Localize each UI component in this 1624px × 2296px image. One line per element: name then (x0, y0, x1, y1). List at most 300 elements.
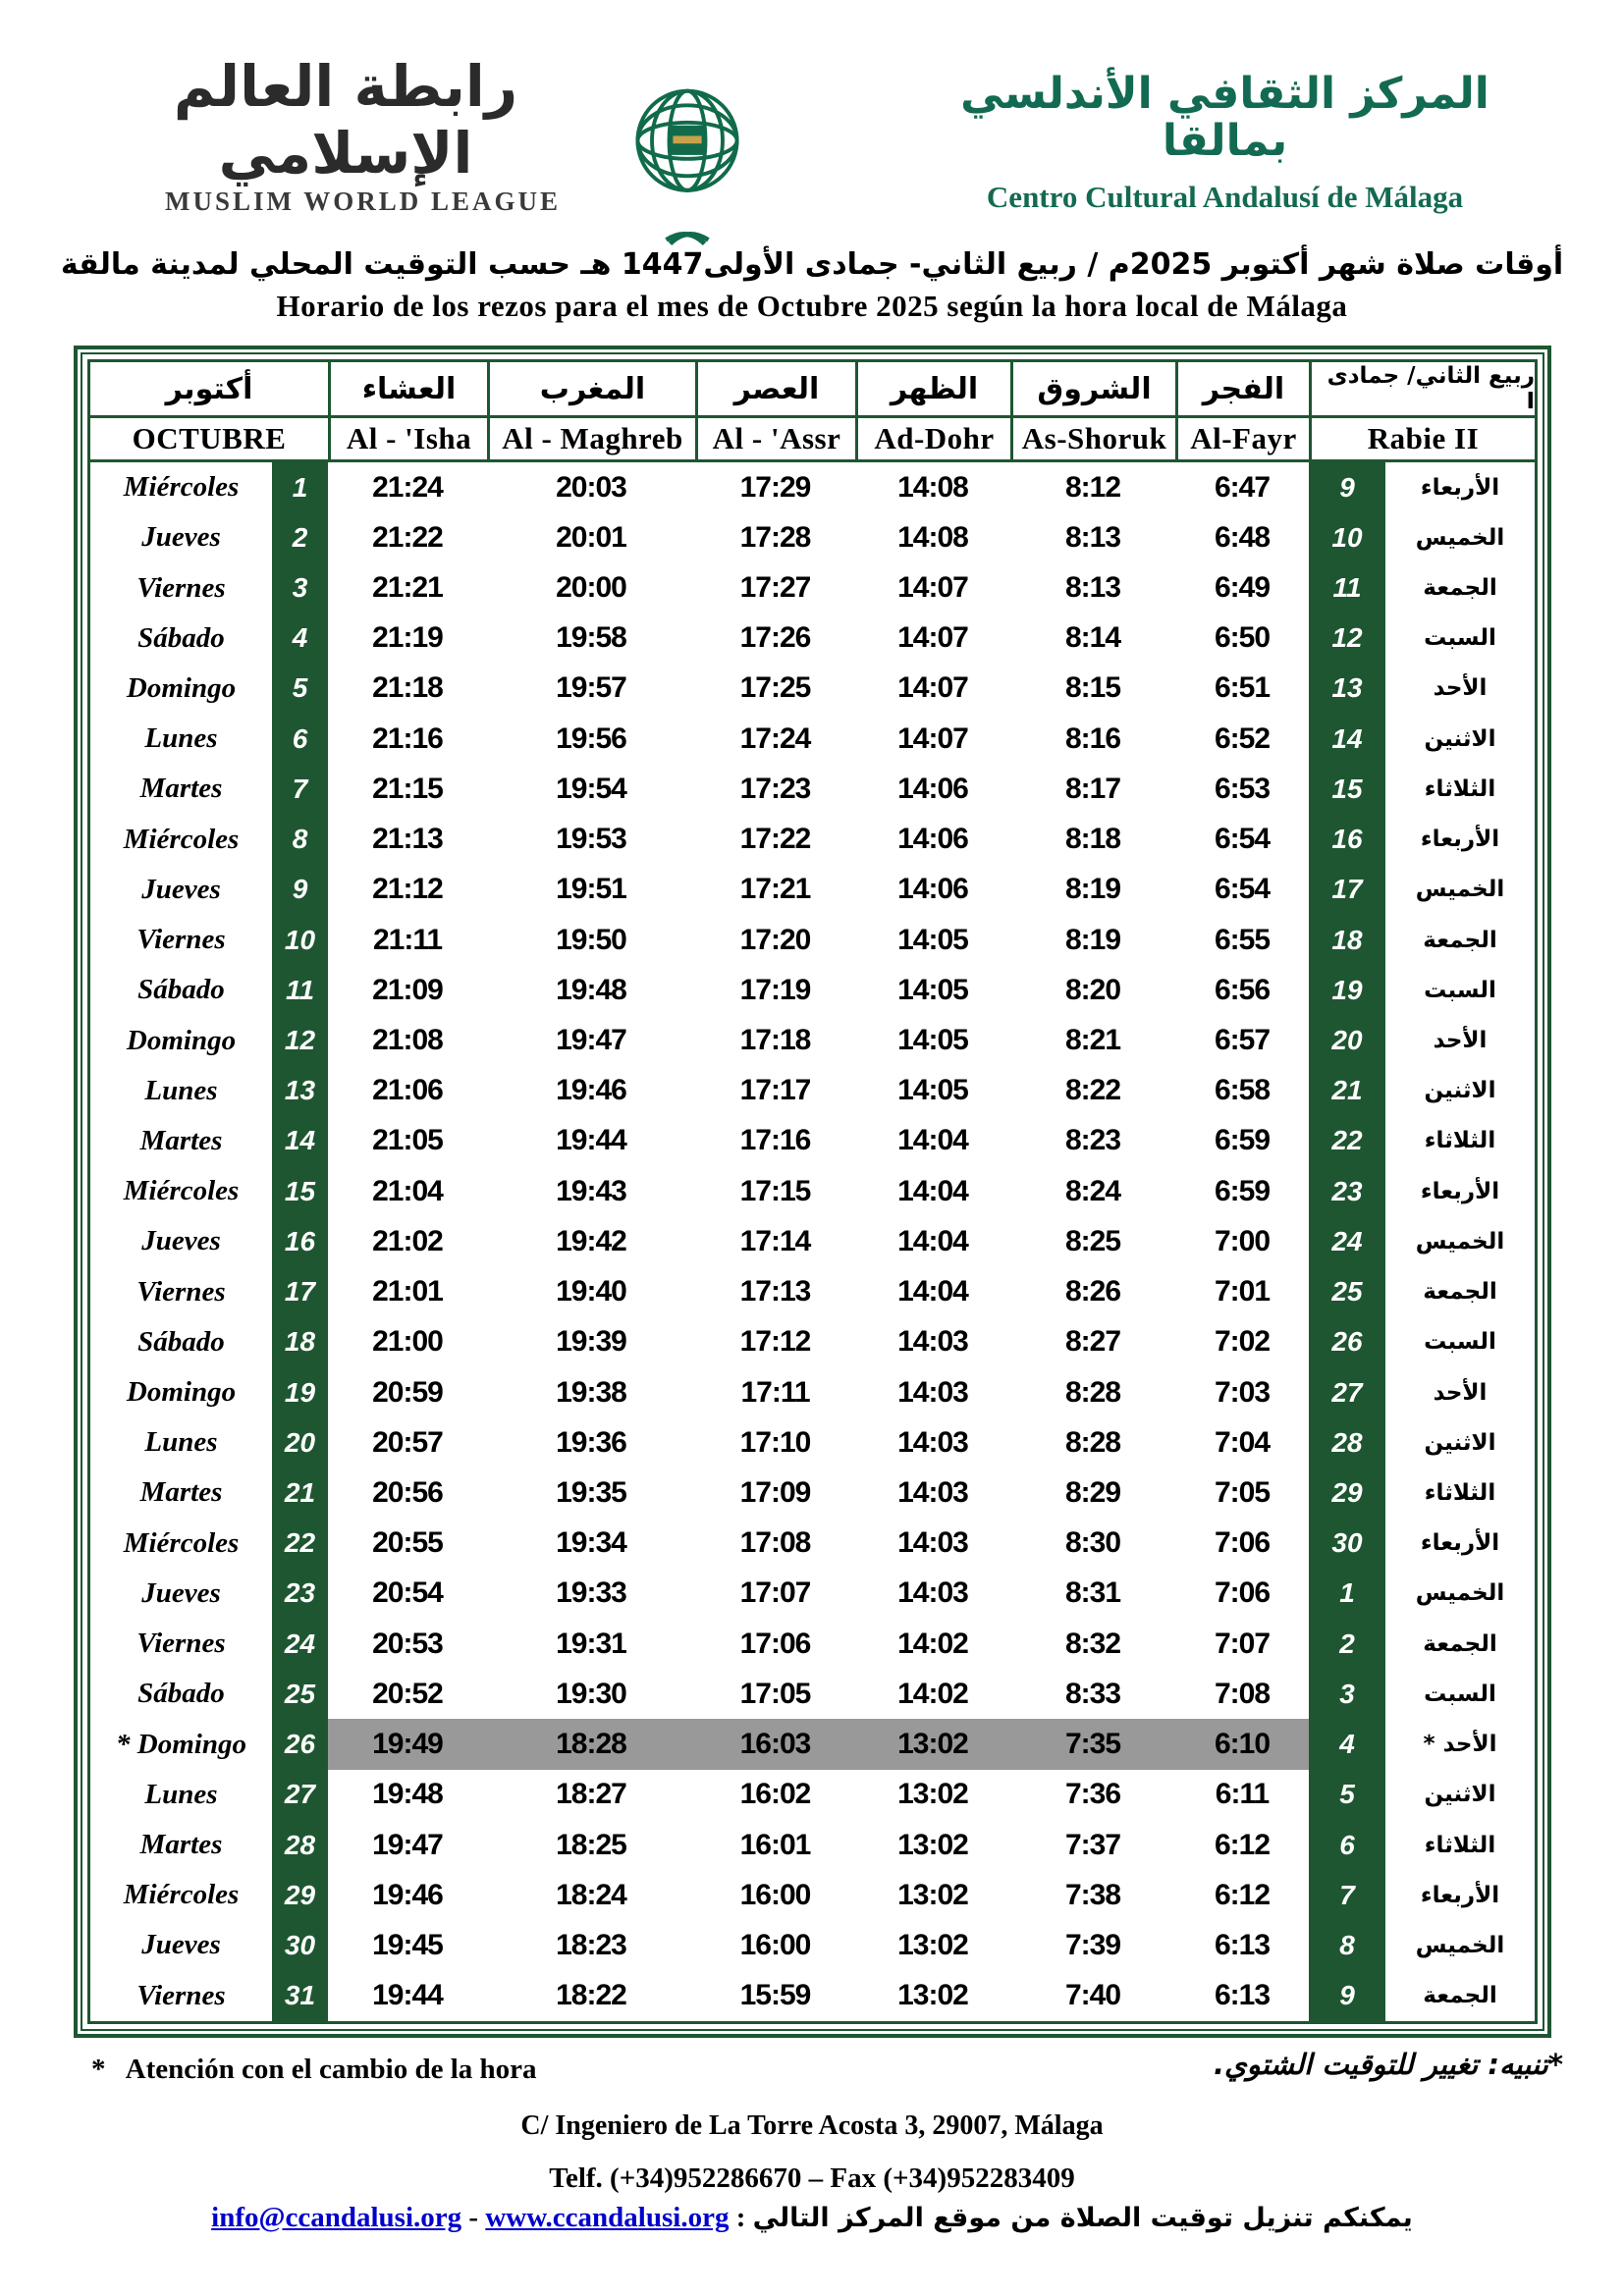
dohr-time-cell: 14:03 (897, 1576, 968, 1610)
isha-time-cell: 21:12 (372, 873, 443, 906)
spanish-day-name-cell: Martes (139, 1829, 223, 1861)
gregorian-day-number-cell: 21 (272, 1468, 328, 1518)
shoruk-time-cell: 8:33 (1064, 1677, 1121, 1710)
gregorian-day-number-cell: 27 (272, 1770, 328, 1820)
header-hijri-month-arabic: ربيع الثاني/ جمادى I (1309, 362, 1535, 415)
spanish-day-name-cell: Domingo (126, 1376, 237, 1409)
arabic-day-name-cell: الأربعاء (1420, 827, 1500, 853)
maghreb-time-cell: 19:56 (556, 721, 626, 755)
header-assr-latin: Al - 'Assr (695, 418, 855, 459)
spanish-day-name-cell: Jueves (141, 1929, 221, 1961)
hijri-day-number-cell: 13 (1309, 664, 1385, 714)
hijri-day-number-cell: 25 (1309, 1267, 1385, 1317)
assr-time-cell: 17:28 (739, 520, 811, 554)
isha-time-cell: 20:53 (372, 1627, 443, 1660)
gregorian-day-number-cell: 2 (272, 512, 328, 562)
gregorian-day-number-cell: 18 (272, 1317, 328, 1367)
dohr-time-cell: 14:07 (897, 621, 968, 655)
muslim-world-league-logo (165, 53, 562, 217)
hijri-day-number-cell: 2 (1309, 1619, 1385, 1669)
hijri-day-number-cell: 11 (1309, 562, 1385, 613)
shoruk-time-cell: 8:16 (1064, 721, 1121, 755)
arabic-day-name-cell: الاثنين (1424, 1078, 1496, 1104)
table-row (90, 1519, 1535, 1569)
table-row (90, 512, 1535, 562)
shoruk-time-cell: 8:32 (1064, 1627, 1121, 1660)
maghreb-time-cell: 19:42 (556, 1224, 626, 1257)
arabic-day-name-cell: الجمعة (1423, 927, 1497, 953)
arabic-day-name-cell: الجمعة (1423, 1279, 1497, 1306)
spanish-day-name-cell: Miércoles (123, 1879, 240, 1911)
hijri-day-number-cell: 22 (1309, 1116, 1385, 1166)
maghreb-time-cell: 19:40 (556, 1275, 626, 1308)
fajr-time-cell: 7:04 (1214, 1425, 1271, 1459)
arabic-day-name-cell: الجمعة (1423, 1983, 1497, 2009)
email-link[interactable]: info@ccandalusi.org (211, 2202, 462, 2233)
arabic-day-name-cell: الأحد (1433, 1379, 1488, 1406)
maghreb-time-cell: 19:30 (556, 1677, 626, 1710)
maghreb-time-cell: 19:38 (556, 1375, 626, 1409)
gregorian-day-number-cell: 29 (272, 1870, 328, 1920)
isha-time-cell: 21:06 (372, 1074, 443, 1107)
shoruk-time-cell: 8:15 (1064, 671, 1121, 705)
hijri-day-number-cell: 21 (1309, 1066, 1385, 1116)
assr-time-cell: 17:24 (739, 721, 811, 755)
arabic-day-name-cell: الثلاثاء (1424, 775, 1496, 802)
hijri-day-number-cell: 17 (1309, 865, 1385, 915)
dohr-time-cell: 14:06 (897, 772, 968, 805)
gregorian-day-number-cell: 10 (272, 915, 328, 965)
hijri-day-number-cell: 9 (1309, 1971, 1385, 2021)
maghreb-time-cell: 19:36 (556, 1425, 626, 1459)
arabic-day-name-cell: الاثنين (1424, 725, 1496, 752)
arabic-day-name-cell: الاثنين (1424, 1429, 1496, 1456)
isha-time-cell: 19:48 (372, 1778, 443, 1811)
table-row (90, 1417, 1535, 1468)
arabic-day-name-cell: السبت (1424, 977, 1496, 1003)
hijri-day-number-cell: 7 (1309, 1870, 1385, 1920)
hijri-day-number-cell: 14 (1309, 714, 1385, 764)
table-row (90, 1267, 1535, 1317)
gregorian-day-number-cell: 3 (272, 562, 328, 613)
isha-time-cell: 19:47 (372, 1828, 443, 1861)
table-row (90, 1619, 1535, 1669)
isha-time-cell: 21:15 (372, 772, 443, 805)
shoruk-time-cell: 8:24 (1064, 1174, 1121, 1207)
assr-time-cell: 17:18 (739, 1024, 811, 1057)
hijri-day-number-cell: 30 (1309, 1519, 1385, 1569)
isha-time-cell: 19:49 (328, 1719, 487, 1769)
table-row (90, 1066, 1535, 1116)
fajr-time-cell: 6:55 (1214, 923, 1271, 956)
dohr-time-cell: 14:02 (897, 1677, 968, 1710)
table-row (90, 1468, 1535, 1518)
spanish-day-name-cell: Domingo (126, 1024, 237, 1056)
header-shoruk-arabic: الشروق (1010, 362, 1175, 415)
shoruk-time-cell: 7:36 (1064, 1778, 1121, 1811)
header-maghreb-latin: Al - Maghreb (487, 418, 695, 459)
shoruk-time-cell: 8:12 (1064, 470, 1121, 504)
maghreb-time-cell: 19:46 (556, 1074, 626, 1107)
gregorian-day-number-cell: 26 (272, 1719, 328, 1769)
fajr-time-cell: 6:47 (1214, 470, 1271, 504)
maghreb-time-cell: 19:54 (556, 772, 626, 805)
dohr-time-cell: 14:07 (897, 721, 968, 755)
assr-time-cell: 15:59 (739, 1979, 811, 2012)
table-row (90, 1216, 1535, 1266)
isha-time-cell: 21:00 (372, 1325, 443, 1359)
arabic-day-name-cell: الأربعاء (1420, 474, 1500, 501)
fajr-time-cell: 7:01 (1214, 1275, 1271, 1308)
gregorian-day-number-cell: 5 (272, 664, 328, 714)
dohr-time-cell: 13:02 (897, 1878, 968, 1911)
table-row (90, 1820, 1535, 1870)
maghreb-time-cell: 19:35 (556, 1475, 626, 1509)
phone-fax-line: Telf. (+34)952286670 – Fax (+34)952283409 (549, 2163, 1075, 2194)
gregorian-day-number-cell: 16 (272, 1216, 328, 1266)
arabic-day-name-cell: السبت (1424, 625, 1496, 652)
dohr-time-cell: 14:04 (897, 1174, 968, 1207)
spanish-day-name-cell: Lunes (144, 722, 218, 755)
fajr-time-cell: 7:07 (1214, 1627, 1271, 1660)
shoruk-time-cell: 7:40 (1064, 1979, 1121, 2012)
header-fajr-latin: Al-Fayr (1175, 418, 1309, 459)
isha-time-cell: 21:22 (372, 520, 443, 554)
fajr-time-cell: 6:13 (1214, 1928, 1271, 1961)
table-row (90, 1971, 1535, 2021)
fajr-time-cell: 6:11 (1215, 1778, 1270, 1811)
assr-time-cell: 17:12 (739, 1325, 811, 1359)
table-row (90, 1367, 1535, 1417)
isha-time-cell: 21:02 (372, 1224, 443, 1257)
assr-time-cell: 17:20 (739, 923, 811, 956)
hijri-day-number-cell: 26 (1309, 1317, 1385, 1367)
assr-time-cell: 16:03 (695, 1719, 855, 1769)
assr-time-cell: 17:23 (739, 772, 811, 805)
arabic-day-name-cell: الخميس (1415, 877, 1505, 903)
arabic-day-name-cell: الثلاثاء (1424, 1832, 1496, 1858)
fajr-time-cell: 6:12 (1214, 1878, 1271, 1911)
gregorian-day-number-cell: 17 (272, 1267, 328, 1317)
link-separator: - (468, 2202, 479, 2233)
assr-time-cell: 17:14 (739, 1224, 811, 1257)
table-row (90, 965, 1535, 1015)
hijri-day-number-cell: 4 (1309, 1719, 1385, 1769)
isha-time-cell: 21:19 (372, 621, 443, 655)
table-row (90, 915, 1535, 965)
fajr-time-cell: 7:08 (1214, 1677, 1271, 1710)
dohr-time-cell: 14:06 (897, 873, 968, 906)
dohr-time-cell: 14:08 (897, 520, 968, 554)
dohr-time-cell: 14:04 (897, 1275, 968, 1308)
spanish-day-name-cell: Sábado (137, 974, 225, 1006)
isha-time-cell: 19:44 (372, 1979, 443, 2012)
gregorian-day-number-cell: 1 (272, 462, 328, 512)
header-month-arabic: أكتوبر (165, 371, 253, 406)
assr-time-cell: 17:27 (739, 571, 811, 605)
table-row (90, 1116, 1535, 1166)
gregorian-day-number-cell: 9 (272, 865, 328, 915)
spanish-day-name-cell: Martes (139, 1476, 223, 1509)
fajr-time-cell: 6:57 (1214, 1024, 1271, 1057)
shoruk-time-cell: 8:31 (1064, 1576, 1121, 1610)
spanish-day-name-cell: Lunes (144, 1074, 218, 1106)
fajr-time-cell: 7:03 (1214, 1375, 1271, 1409)
dohr-time-cell: 14:03 (897, 1526, 968, 1560)
fajr-time-cell: 6:52 (1214, 721, 1271, 755)
spanish-day-name-cell: Sábado (137, 1678, 225, 1710)
isha-time-cell: 21:05 (372, 1124, 443, 1157)
table-body (90, 462, 1535, 2021)
assr-time-cell: 17:09 (739, 1475, 811, 1509)
dohr-time-cell: 13:02 (897, 1928, 968, 1961)
fajr-time-cell: 7:06 (1214, 1526, 1271, 1560)
fajr-time-cell: 7:00 (1214, 1224, 1271, 1257)
assr-time-cell: 17:17 (739, 1074, 811, 1107)
shoruk-time-cell: 7:38 (1064, 1878, 1121, 1911)
assr-time-cell: 17:19 (739, 973, 811, 1006)
spanish-day-name-cell: Viernes (136, 1275, 226, 1308)
hijri-day-number-cell: 8 (1309, 1920, 1385, 1970)
arabic-day-name-cell: الأربعاء (1420, 1178, 1500, 1204)
shoruk-time-cell: 8:29 (1064, 1475, 1121, 1509)
isha-time-cell: 21:21 (372, 571, 443, 605)
spanish-day-name-cell: Jueves (141, 1576, 221, 1609)
table-row (90, 462, 1535, 512)
fajr-time-cell: 6:53 (1214, 772, 1271, 805)
fajr-time-cell: 6:58 (1214, 1074, 1271, 1107)
maghreb-time-cell: 18:23 (556, 1928, 626, 1961)
maghreb-time-cell: 19:51 (556, 873, 626, 906)
spanish-day-name-cell: Viernes (136, 571, 226, 604)
assr-time-cell: 16:02 (739, 1778, 811, 1811)
address-line: C/ Ingeniero de La Torre Acosta 3, 29007, Málaga (520, 2110, 1104, 2141)
spanish-day-name-cell: Jueves (141, 521, 221, 554)
spanish-day-name-cell: Miércoles (123, 1526, 240, 1559)
hijri-day-number-cell: 5 (1309, 1770, 1385, 1820)
assr-time-cell: 17:15 (739, 1174, 811, 1207)
isha-time-cell: 19:46 (372, 1878, 443, 1911)
arabic-day-name-cell: الخميس (1415, 1932, 1505, 1958)
assr-time-cell: 17:06 (739, 1627, 811, 1660)
cultural-center-title (908, 71, 1542, 215)
dohr-time-cell: 14:07 (897, 571, 968, 605)
arabic-day-name-cell: الأحد (1433, 675, 1488, 702)
table-row (90, 764, 1535, 814)
assr-time-cell: 17:16 (739, 1124, 811, 1157)
fajr-time-cell: 6:59 (1214, 1174, 1271, 1207)
arabic-day-name-cell: الأربعاء (1420, 1882, 1500, 1908)
document-title-spanish: Horario de los rezos para el mes de Octubre 2025 según la hora local de Málaga (276, 289, 1348, 323)
arabic-day-name-cell: السبت (1424, 1329, 1496, 1356)
fajr-time-cell: 6:49 (1214, 571, 1271, 605)
dohr-time-cell: 14:03 (897, 1425, 968, 1459)
prayer-times-table (74, 346, 1551, 2038)
spanish-day-name-cell: Viernes (136, 1979, 226, 2011)
spanish-day-name-cell: * Domingo (116, 1728, 246, 1760)
gregorian-day-number-cell: 7 (272, 764, 328, 814)
gregorian-day-number-cell: 4 (272, 614, 328, 664)
gregorian-day-number-cell: 31 (272, 1971, 328, 2021)
table-row (90, 714, 1535, 764)
assr-time-cell: 16:01 (739, 1828, 811, 1861)
assr-time-cell: 17:07 (739, 1576, 811, 1610)
isha-time-cell: 21:09 (372, 973, 443, 1006)
arabic-day-name-cell: الأحد (1433, 1028, 1488, 1054)
spanish-day-name-cell: Sábado (137, 1325, 225, 1358)
gregorian-day-number-cell: 20 (272, 1417, 328, 1468)
isha-time-cell: 20:52 (372, 1677, 443, 1710)
maghreb-time-cell: 19:39 (556, 1325, 626, 1359)
website-link[interactable]: www.ccandalusi.org (485, 2202, 730, 2233)
assr-time-cell: 17:29 (739, 470, 811, 504)
dohr-time-cell: 14:05 (897, 973, 968, 1006)
isha-time-cell: 21:18 (372, 671, 443, 705)
gregorian-day-number-cell: 25 (272, 1669, 328, 1719)
spanish-day-name-cell: Martes (139, 773, 223, 805)
header-isha-arabic: العشاء (328, 362, 487, 415)
download-note-arabic: يمكنكم تنزيل توقيت الصلاة من موقع المركز التالي (752, 2203, 1413, 2233)
shoruk-time-cell: 8:20 (1064, 973, 1121, 1006)
dohr-time-cell: 14:08 (897, 470, 968, 504)
maghreb-time-cell: 19:44 (556, 1124, 626, 1157)
spanish-day-name-cell: Viernes (136, 924, 226, 956)
fajr-time-cell: 6:50 (1214, 621, 1271, 655)
arabic-day-name-cell: الأحد * (1423, 1732, 1497, 1758)
shoruk-time-cell: 8:19 (1064, 873, 1121, 906)
spanish-day-name-cell: Viernes (136, 1628, 226, 1660)
maghreb-time-cell: 19:33 (556, 1576, 626, 1610)
header-fajr-arabic: الفجر (1175, 362, 1309, 415)
globe-wreath-emblem-icon (574, 47, 800, 255)
assr-time-cell: 17:26 (739, 621, 811, 655)
fajr-time-cell: 6:56 (1214, 973, 1271, 1006)
dohr-time-cell: 14:05 (897, 1024, 968, 1057)
isha-time-cell: 21:24 (372, 470, 443, 504)
table-row (90, 865, 1535, 915)
gregorian-day-number-cell: 24 (272, 1619, 328, 1669)
fajr-time-cell: 6:51 (1214, 671, 1271, 705)
gregorian-day-number-cell: 13 (272, 1066, 328, 1116)
links-colon: : (735, 2202, 746, 2233)
hijri-day-number-cell: 27 (1309, 1367, 1385, 1417)
fajr-time-cell: 6:10 (1175, 1719, 1309, 1769)
dohr-time-cell: 13:02 (855, 1719, 1010, 1769)
isha-time-cell: 21:11 (372, 923, 443, 956)
spanish-day-name-cell: Martes (139, 1124, 223, 1156)
table-row (90, 614, 1535, 664)
gregorian-day-number-cell: 23 (272, 1569, 328, 1619)
shoruk-time-cell: 8:13 (1064, 571, 1121, 605)
header-dohr-arabic: الظهر (855, 362, 1010, 415)
hijri-day-number-cell: 15 (1309, 764, 1385, 814)
assr-time-cell: 17:25 (739, 671, 811, 705)
shoruk-time-cell: 7:39 (1064, 1928, 1121, 1961)
mwl-calligraphy-icon: رابطة العالم الإسلامي (173, 53, 518, 187)
dohr-time-cell: 14:07 (897, 671, 968, 705)
assr-time-cell: 17:05 (739, 1677, 811, 1710)
shoruk-time-cell: 8:13 (1064, 520, 1121, 554)
dohr-time-cell: 14:04 (897, 1224, 968, 1257)
dohr-time-cell: 13:02 (897, 1778, 968, 1811)
isha-time-cell: 20:59 (372, 1375, 443, 1409)
arabic-day-name-cell: السبت (1424, 1681, 1496, 1707)
fajr-time-cell: 6:54 (1214, 873, 1271, 906)
shoruk-time-cell: 8:18 (1064, 823, 1121, 856)
dohr-time-cell: 13:02 (897, 1979, 968, 2012)
header-dohr-latin: Ad-Dohr (855, 418, 1010, 459)
isha-time-cell: 21:13 (372, 823, 443, 856)
shoruk-time-cell: 8:26 (1064, 1275, 1121, 1308)
dohr-time-cell: 14:04 (897, 1124, 968, 1157)
table-header-arabic (90, 362, 1535, 418)
maghreb-time-cell: 20:00 (556, 571, 626, 605)
arabic-day-name-cell: الاثنين (1424, 1782, 1496, 1808)
document-title-arabic: أوقات صلاة شهر أكتوبر 2025م / ربيع الثاني- جمادى الأولى1447 هـ حسب التوقيت المحلي لمدينة مالقة (60, 247, 1564, 282)
dohr-time-cell: 14:03 (897, 1325, 968, 1359)
maghreb-time-cell: 18:25 (556, 1828, 626, 1861)
table-header-latin (90, 418, 1535, 462)
hijri-day-number-cell: 9 (1309, 462, 1385, 512)
center-name-arabic: المركز الثقافي الأندلسي بمالقا (960, 69, 1489, 167)
maghreb-time-cell: 19:57 (556, 671, 626, 705)
table-row (90, 1719, 1535, 1769)
gregorian-day-number-cell: 30 (272, 1920, 328, 1970)
assr-time-cell: 17:21 (739, 873, 811, 906)
table-row (90, 1015, 1535, 1065)
spanish-day-name-cell: Jueves (141, 873, 221, 905)
maghreb-time-cell: 19:43 (556, 1174, 626, 1207)
fajr-time-cell: 6:48 (1214, 520, 1271, 554)
isha-time-cell: 20:56 (372, 1475, 443, 1509)
hijri-day-number-cell: 6 (1309, 1820, 1385, 1870)
isha-time-cell: 21:04 (372, 1174, 443, 1207)
hijri-day-number-cell: 1 (1309, 1569, 1385, 1619)
spanish-day-name-cell: Lunes (144, 1426, 218, 1459)
hijri-day-number-cell: 12 (1309, 614, 1385, 664)
header-maghreb-arabic: المغرب (487, 362, 695, 415)
shoruk-time-cell: 8:22 (1064, 1074, 1121, 1107)
shoruk-time-cell: 8:25 (1064, 1224, 1121, 1257)
hijri-day-number-cell: 10 (1309, 512, 1385, 562)
fajr-time-cell: 7:06 (1214, 1576, 1271, 1610)
hijri-day-number-cell: 20 (1309, 1015, 1385, 1065)
shoruk-time-cell: 8:14 (1064, 621, 1121, 655)
links-line (0, 2202, 1624, 2234)
dohr-time-cell: 14:02 (897, 1627, 968, 1660)
time-change-note-spanish: * Atención con el cambio de la hora (91, 2054, 537, 2085)
arabic-day-name-cell: الجمعة (1423, 575, 1497, 602)
assr-time-cell: 17:11 (740, 1375, 810, 1409)
header-assr-arabic: العصر (695, 362, 855, 415)
maghreb-time-cell: 19:48 (556, 973, 626, 1006)
fajr-time-cell: 7:05 (1214, 1475, 1271, 1509)
gregorian-day-number-cell: 14 (272, 1116, 328, 1166)
gregorian-day-number-cell: 12 (272, 1015, 328, 1065)
maghreb-time-cell: 18:22 (556, 1979, 626, 2012)
dohr-time-cell: 14:06 (897, 823, 968, 856)
kaaba (671, 126, 703, 155)
shoruk-time-cell: 8:21 (1064, 1024, 1121, 1057)
spanish-day-name-cell: Lunes (144, 1778, 218, 1810)
maghreb-time-cell: 19:58 (556, 621, 626, 655)
assr-time-cell: 16:00 (739, 1928, 811, 1961)
assr-time-cell: 17:10 (739, 1425, 811, 1459)
mwl-name-label: MUSLIM WORLD LEAGUE (165, 187, 562, 216)
assr-time-cell: 16:00 (739, 1878, 811, 1911)
maghreb-time-cell: 20:01 (556, 520, 626, 554)
arabic-day-name-cell: الثلاثاء (1424, 1128, 1496, 1154)
